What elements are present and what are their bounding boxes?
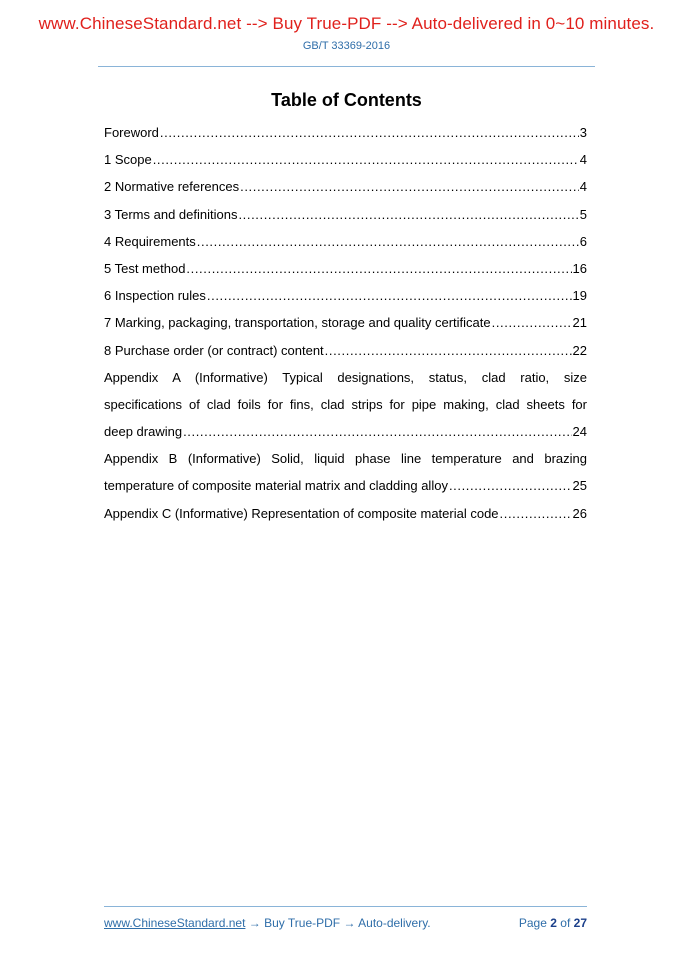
toc-entry-marking-packaging[interactable]: 7 Marking, packaging, transportation, storage and quality certificate ..... 21 [104, 309, 587, 336]
toc-entry-normative-references[interactable]: 2 Normative references ..... 4 [104, 173, 587, 200]
toc-entry-appendix-b[interactable]: Appendix B (Informative) Solid, liquid phase line temperature and brazing [104, 451, 587, 467]
toc-entry-test-method[interactable]: 5 Test method ..... 16 [104, 255, 587, 282]
footer-divider [104, 906, 587, 907]
toc-entry-inspection-rules[interactable]: 6 Inspection rules ..... 19 [104, 282, 587, 309]
toc-entry-requirements[interactable]: 4 Requirements ..... 6 [104, 228, 587, 255]
toc-entry-appendix-b-end[interactable]: temperature of composite material matrix and cladding alloy ..... 25 [104, 472, 587, 499]
arrow-right-icon: → [343, 916, 356, 930]
buy-text: Buy True-PDF [264, 916, 341, 930]
toc-entry-appendix-c[interactable]: Appendix C (Informative) Representation of composite material code ..... 26 [104, 500, 587, 527]
table-of-contents [104, 119, 587, 527]
total-pages: 27 [573, 916, 587, 930]
promo-banner[interactable]: www.ChineseStandard.net --> Buy True-PDF --> Auto-delivered in 0~10 minutes. [38, 14, 655, 33]
toc-entry-terms-definitions[interactable]: 3 Terms and definitions ..... 5 [104, 201, 587, 228]
toc-entry-appendix-a-cont[interactable]: specifications of clad foils for fins, clad strips for pipe making, clad sheets for [104, 396, 587, 412]
toc-entry-scope[interactable]: 1 Scope ..... 4 [104, 146, 587, 173]
header-divider [98, 66, 595, 67]
toc-entry-purchase-order[interactable]: 8 Purchase order (or contract) content ..... 22 [104, 337, 587, 364]
toc-entry-appendix-a-end[interactable]: deep drawing ..... 24 [104, 418, 587, 445]
page-title: Table of Contents [271, 90, 422, 110]
delivery-text: Auto-delivery. [358, 916, 431, 930]
site-link[interactable]: www.ChineseStandard.net [104, 916, 246, 930]
current-page: 2 [550, 916, 557, 930]
toc-entry-foreword[interactable]: Foreword ..... 3 [104, 119, 587, 146]
footer-promo [104, 916, 431, 930]
arrow-right-icon: → [248, 916, 261, 930]
toc-entry-appendix-a[interactable]: Appendix A (Informative) Typical designations, status, clad ratio, size [104, 369, 587, 385]
page-footer [104, 916, 587, 930]
page-indicator: Page 2 of 27 [518, 916, 587, 930]
standard-code: GB/T 33369-2016 [302, 40, 391, 52]
